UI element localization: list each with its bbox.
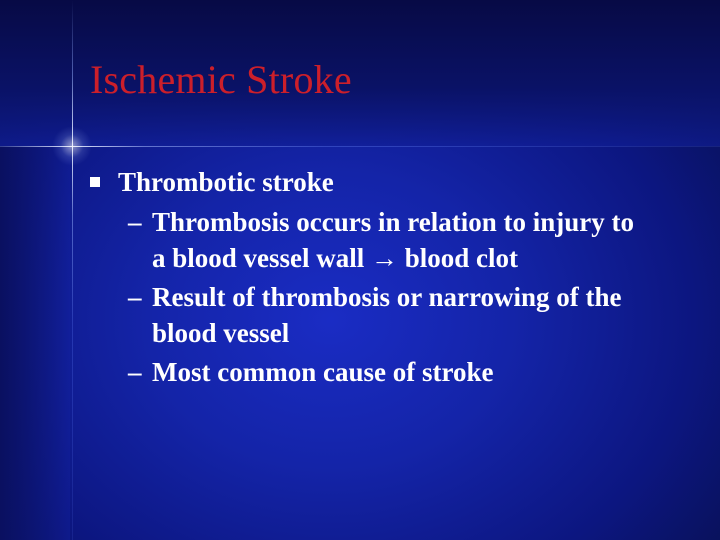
star-glow-icon [52,126,92,166]
square-bullet-icon [90,164,118,200]
slide-content [90,164,700,393]
slide-title: Ischemic Stroke [90,57,352,102]
bullet-text: Thrombotic stroke [118,167,334,197]
sub-bullet-text: Thrombosis occurs in relation to injury to a blood vessel wall → blood clot [152,207,635,273]
sub-bullet-text: Result of thrombosis or narrowing of the blood vessel [152,282,622,348]
sub-bullet-list [90,204,700,390]
left-band [0,146,70,540]
sub-bullet-item [128,204,700,276]
bullet-item [90,164,700,200]
horizontal-accent-line [0,146,720,147]
sub-bullet-item [128,354,700,390]
dash-bullet-icon: – [128,282,142,312]
sub-bullet-text: Most common cause of stroke [152,357,494,387]
dash-bullet-icon: – [128,207,142,237]
sub-bullet-item [128,279,700,351]
dash-bullet-icon: – [128,357,142,387]
vertical-accent-line [72,0,73,540]
